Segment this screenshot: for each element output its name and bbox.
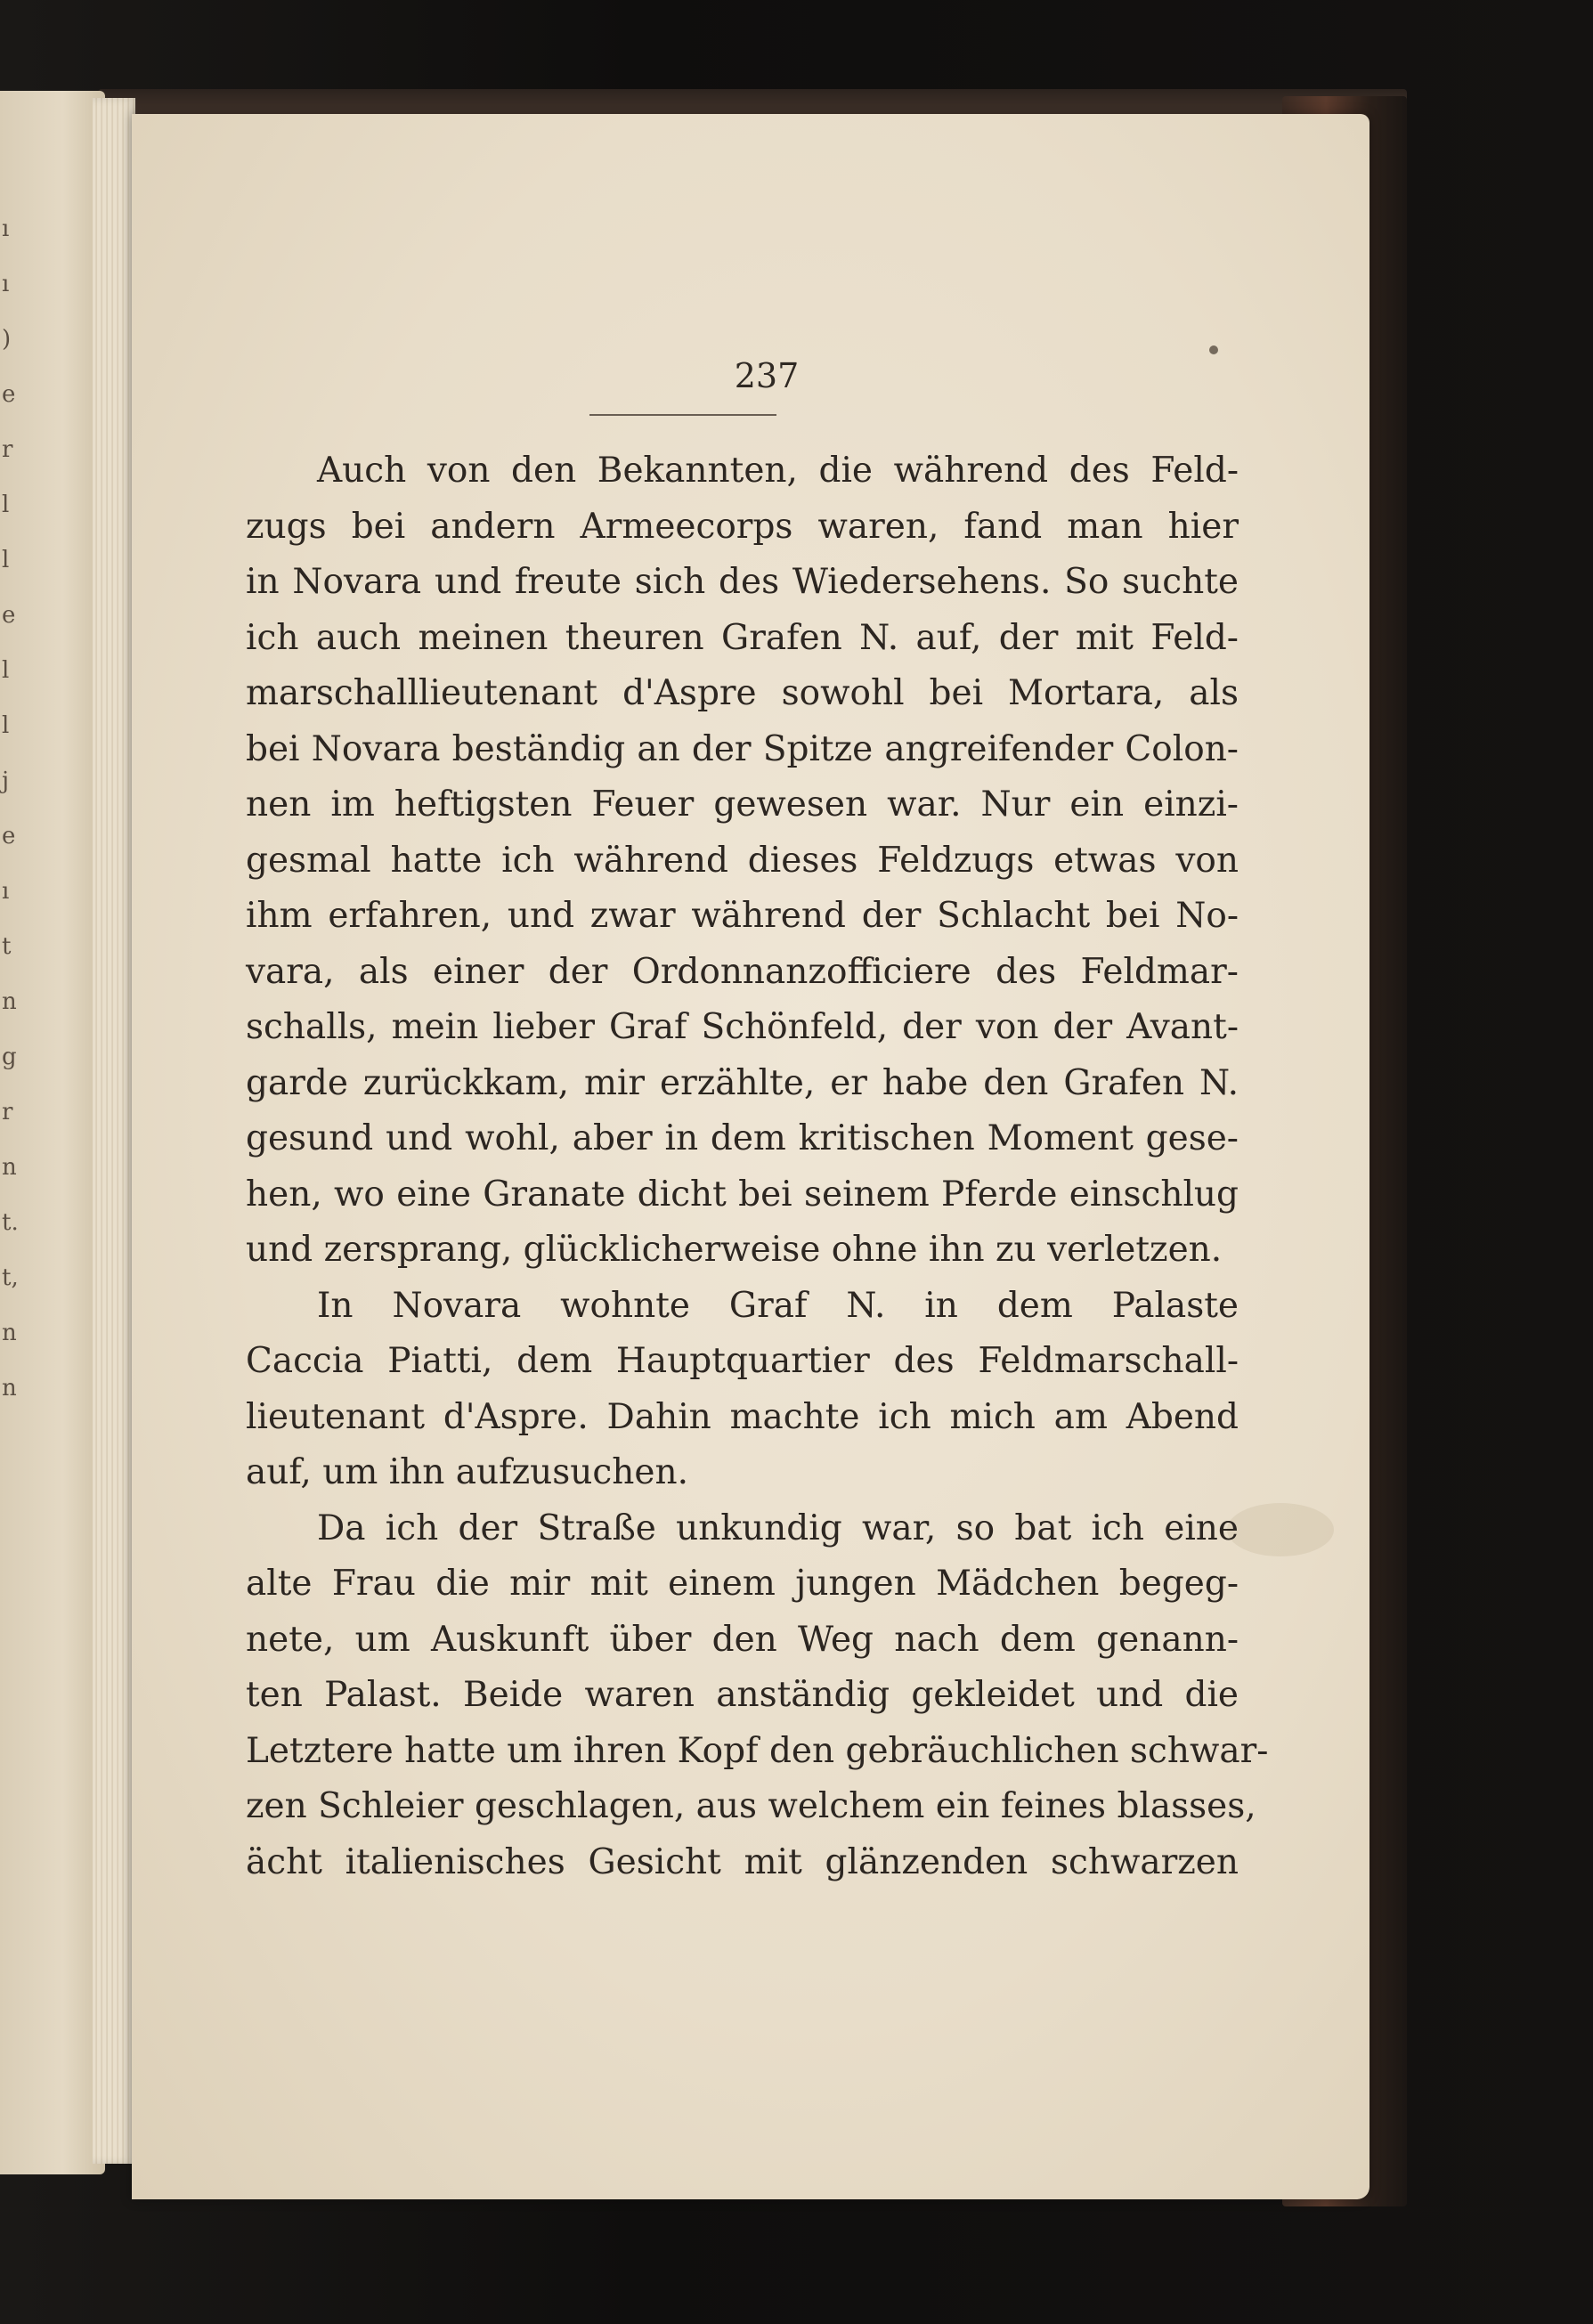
- text-line: in Novara und freute sich des Wiedersehens. So suchte: [246, 562, 1239, 602]
- header-rule: [589, 414, 776, 416]
- text-line: Da ich der Straße unkundig war, so bat ich eine: [317, 1507, 1239, 1548]
- text-line: bei Novara beständig an der Spitze angreifender Colon-: [246, 728, 1239, 769]
- book-page: [132, 114, 1369, 2199]
- text-line: In Novara wohnte Graf N. in dem Palaste: [317, 1285, 1239, 1326]
- text-line: hen, wo eine Granate dicht bei seinem Pferde einschlug: [246, 1174, 1239, 1215]
- page-number-text: 237: [734, 356, 800, 395]
- left-page-fragment: n: [2, 988, 17, 1015]
- text-line: Letztere hatte um ihren Kopf den gebräuchlichen schwar-: [246, 1730, 1269, 1771]
- left-page-fragment: g: [2, 1044, 17, 1070]
- left-page-fragment: e: [2, 823, 16, 849]
- text-line: schalls, mein lieber Graf Schönfeld, der von der Avant-: [246, 1007, 1239, 1047]
- text-line: ich auch meinen theuren Grafen N. auf, der mit Feld-: [246, 617, 1239, 658]
- left-page-fragment: ): [2, 326, 12, 353]
- left-page-fragment: r: [2, 436, 13, 463]
- body-text: [246, 443, 1269, 1890]
- text-line: nen im heftigsten Feuer gewesen war. Nur ein einzi-: [246, 784, 1239, 825]
- left-page-fragment: n: [2, 1320, 17, 1346]
- text-line: garde zurückkam, mir erzählte, er habe den Grafen N.: [246, 1062, 1239, 1103]
- left-page-fragment: l: [2, 657, 10, 684]
- text-line: gesmal hatte ich während dieses Feldzugs etwas von: [246, 840, 1239, 881]
- text-line: zugs bei andern Armeecorps waren, fand man hier: [246, 506, 1239, 547]
- text-line: und zersprang, glücklicherweise ohne ihn zu verletzen.: [246, 1230, 1223, 1270]
- left-page-fragment: l: [2, 712, 10, 739]
- previous-page-edge: [0, 91, 105, 2174]
- text-line: marschalllieutenant d'Aspre sowohl bei Mortara, als: [246, 673, 1239, 713]
- left-page-fragment: n: [2, 1375, 17, 1402]
- left-page-fragment: ı: [2, 215, 10, 242]
- text-line: Auch von den Bekannten, die während des Feld-: [317, 451, 1239, 491]
- left-page-fragment: t.: [2, 1209, 19, 1236]
- text-line: vara, als einer der Ordonnanzofficiere des Feldmar-: [246, 951, 1239, 992]
- left-page-fragment: j: [2, 768, 10, 794]
- text-line: ten Palast. Beide waren anständig gekleidet und die: [246, 1675, 1239, 1715]
- text-line: zen Schleier geschlagen, aus welchem ein feines blasses,: [246, 1786, 1256, 1826]
- foxing-stain: [1227, 1503, 1334, 1556]
- text-line: ächt italienisches Gesicht mit glänzenden schwarzen: [246, 1841, 1239, 1882]
- left-page-fragment: ı: [2, 271, 10, 297]
- text-line: alte Frau die mir mit einem jungen Mädchen begeg-: [246, 1564, 1239, 1604]
- page-number: [132, 356, 1369, 395]
- text-line: auf, um ihn aufzusuchen.: [246, 1452, 688, 1492]
- text-line: ihm erfahren, und zwar während der Schlacht bei No-: [246, 896, 1239, 936]
- previous-page-letter-fragments: [0, 91, 18, 2174]
- text-line: gesund und wohl, aber in dem kritischen Moment gese-: [246, 1118, 1239, 1158]
- left-page-fragment: t: [2, 933, 12, 960]
- left-page-fragment: t,: [2, 1264, 19, 1291]
- text-line: lieutenant d'Aspre. Dahin machte ich mich am Abend: [246, 1396, 1239, 1437]
- left-page-fragment: ı: [2, 878, 10, 905]
- left-page-fragment: l: [2, 492, 10, 518]
- left-page-fragment: e: [2, 602, 16, 629]
- text-line: Caccia Piatti, dem Hauptquartier des Feldmarschall-: [246, 1341, 1239, 1381]
- page-stack-edge: [93, 98, 135, 2164]
- left-page-fragment: n: [2, 1154, 17, 1181]
- left-page-fragment: l: [2, 547, 10, 573]
- left-page-fragment: e: [2, 381, 16, 408]
- left-page-fragment: r: [2, 1099, 13, 1125]
- text-line: nete, um Auskunft über den Weg nach dem genann-: [246, 1619, 1239, 1660]
- ink-speck: [1209, 345, 1218, 354]
